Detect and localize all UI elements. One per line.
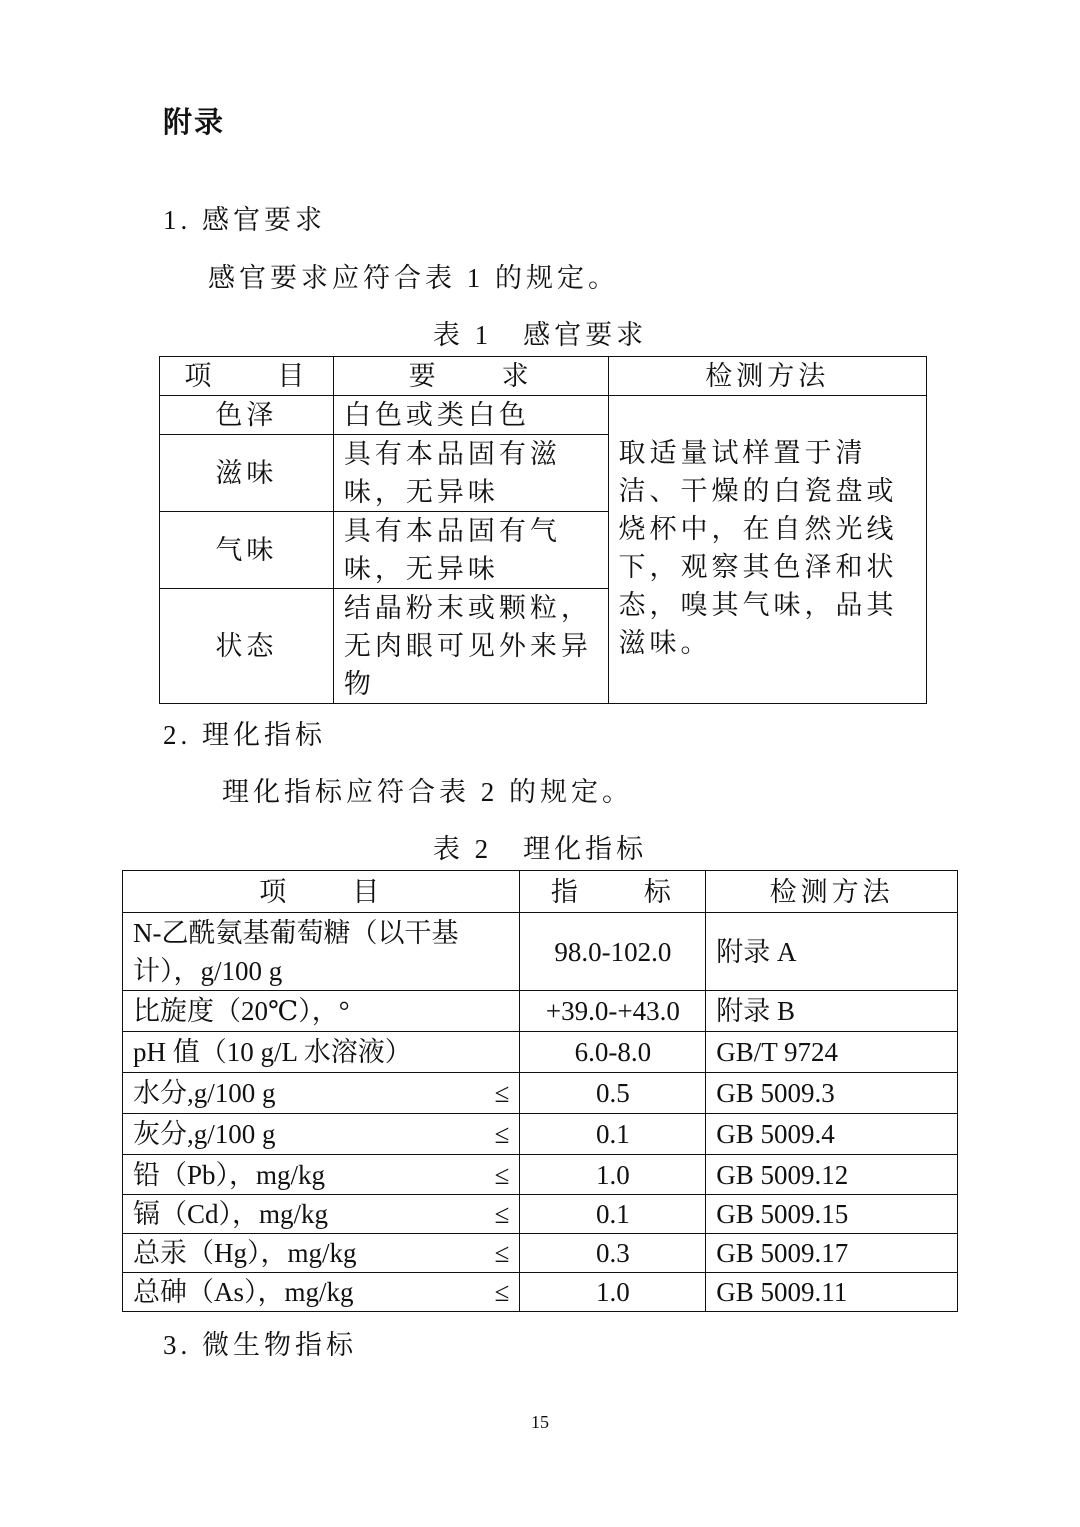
item-text: 水分,g/100 g <box>133 1078 276 1108</box>
table1-header-requirement: 要 求 <box>333 357 608 396</box>
table1-method: 取适量试样置于清洁、干燥的白瓷盘或烧杯中，在自然光线下，观察其色泽和状态，嗅其气味，品其滋味。 <box>608 396 927 704</box>
item-text: 铅（Pb），mg/kg <box>133 1159 326 1190</box>
table2-item <box>123 1114 520 1155</box>
table2-header-method: 检测方法 <box>706 871 958 913</box>
limit-sign: ≤ <box>494 1159 510 1190</box>
table1-item: 滋味 <box>160 435 334 512</box>
table2-value: 1.0 <box>520 1273 706 1312</box>
table2-value: 1.0 <box>520 1155 706 1195</box>
limit-sign: ≤ <box>494 1199 510 1229</box>
table2-item <box>123 1273 520 1312</box>
table2-value: 0.1 <box>520 1195 706 1234</box>
table1-header-item: 项 目 <box>160 357 334 396</box>
limit-sign: ≤ <box>494 1277 510 1307</box>
table2-method: GB 5009.11 <box>706 1273 958 1312</box>
table2-item <box>123 1195 520 1234</box>
table1-caption: 表 1 感官要求 <box>432 320 648 350</box>
item-text: 总砷（As），mg/kg <box>133 1277 354 1307</box>
table2-value: 6.0-8.0 <box>520 1032 706 1073</box>
physicochemical-table <box>122 870 958 1312</box>
table1-item: 色泽 <box>160 396 334 435</box>
table2-value: +39.0-+43.0 <box>520 991 706 1032</box>
table2-header-item: 项 目 <box>123 871 520 913</box>
table2-header-value: 指 标 <box>520 871 706 913</box>
table1-header-method: 检测方法 <box>608 357 927 396</box>
section1-intro: 感官要求应符合表 1 的规定。 <box>208 263 619 293</box>
item-text: 镉（Cd），mg/kg <box>133 1199 329 1229</box>
table2-value: 0.5 <box>520 1073 706 1114</box>
table1-requirement: 具有本品固有气味，无异味 <box>333 512 608 589</box>
table2-item <box>123 991 520 1032</box>
table1-requirement: 结晶粉末或颗粒，无肉眼可见外来异物 <box>333 589 608 704</box>
table1-item: 状态 <box>160 589 334 704</box>
table2-value: 0.3 <box>520 1234 706 1273</box>
table2-item <box>123 913 520 991</box>
table2-method: GB 5009.12 <box>706 1155 958 1195</box>
table1-requirement: 白色或类白色 <box>333 396 608 435</box>
sensory-table <box>159 356 927 704</box>
section2-heading: 2. 理化指标 <box>163 720 326 750</box>
table2-value: 0.1 <box>520 1114 706 1155</box>
item-text: 灰分,g/100 g <box>133 1119 276 1149</box>
section3-heading: 3. 微生物指标 <box>163 1330 357 1360</box>
table1-requirement: 具有本品固有滋味，无异味 <box>333 435 608 512</box>
table2-method: GB/T 9724 <box>706 1032 958 1073</box>
table2-method: GB 5009.15 <box>706 1195 958 1234</box>
section1-heading: 1. 感官要求 <box>163 205 326 235</box>
table1-item: 气味 <box>160 512 334 589</box>
table2-method: GB 5009.17 <box>706 1234 958 1273</box>
table2-method: GB 5009.4 <box>706 1114 958 1155</box>
table2-method: 附录 A <box>706 913 958 991</box>
table2-item <box>123 1155 520 1195</box>
item-text: pH 值（10 g/L 水溶液） <box>133 1037 412 1067</box>
table2-value: 98.0-102.0 <box>520 913 706 991</box>
table2-item <box>123 1032 520 1073</box>
table2-item <box>123 1073 520 1114</box>
table2-method: GB 5009.3 <box>706 1073 958 1114</box>
table2-caption: 表 2 理化指标 <box>432 834 648 864</box>
limit-sign: ≤ <box>494 1119 510 1149</box>
appendix-title: 附录 <box>163 105 226 139</box>
item-text: N-乙酰氨基葡萄糖（以干基计），g/100 g <box>133 917 459 986</box>
item-text: 总汞（Hg），mg/kg <box>133 1238 357 1268</box>
table2-item <box>123 1234 520 1273</box>
limit-sign: ≤ <box>494 1238 510 1268</box>
section2-intro: 理化指标应符合表 2 的规定。 <box>222 777 633 807</box>
limit-sign: ≤ <box>494 1078 510 1108</box>
table2-method: 附录 B <box>706 991 958 1032</box>
item-text: 比旋度（20℃），° <box>133 996 350 1026</box>
page-number: 15 <box>531 1412 549 1432</box>
